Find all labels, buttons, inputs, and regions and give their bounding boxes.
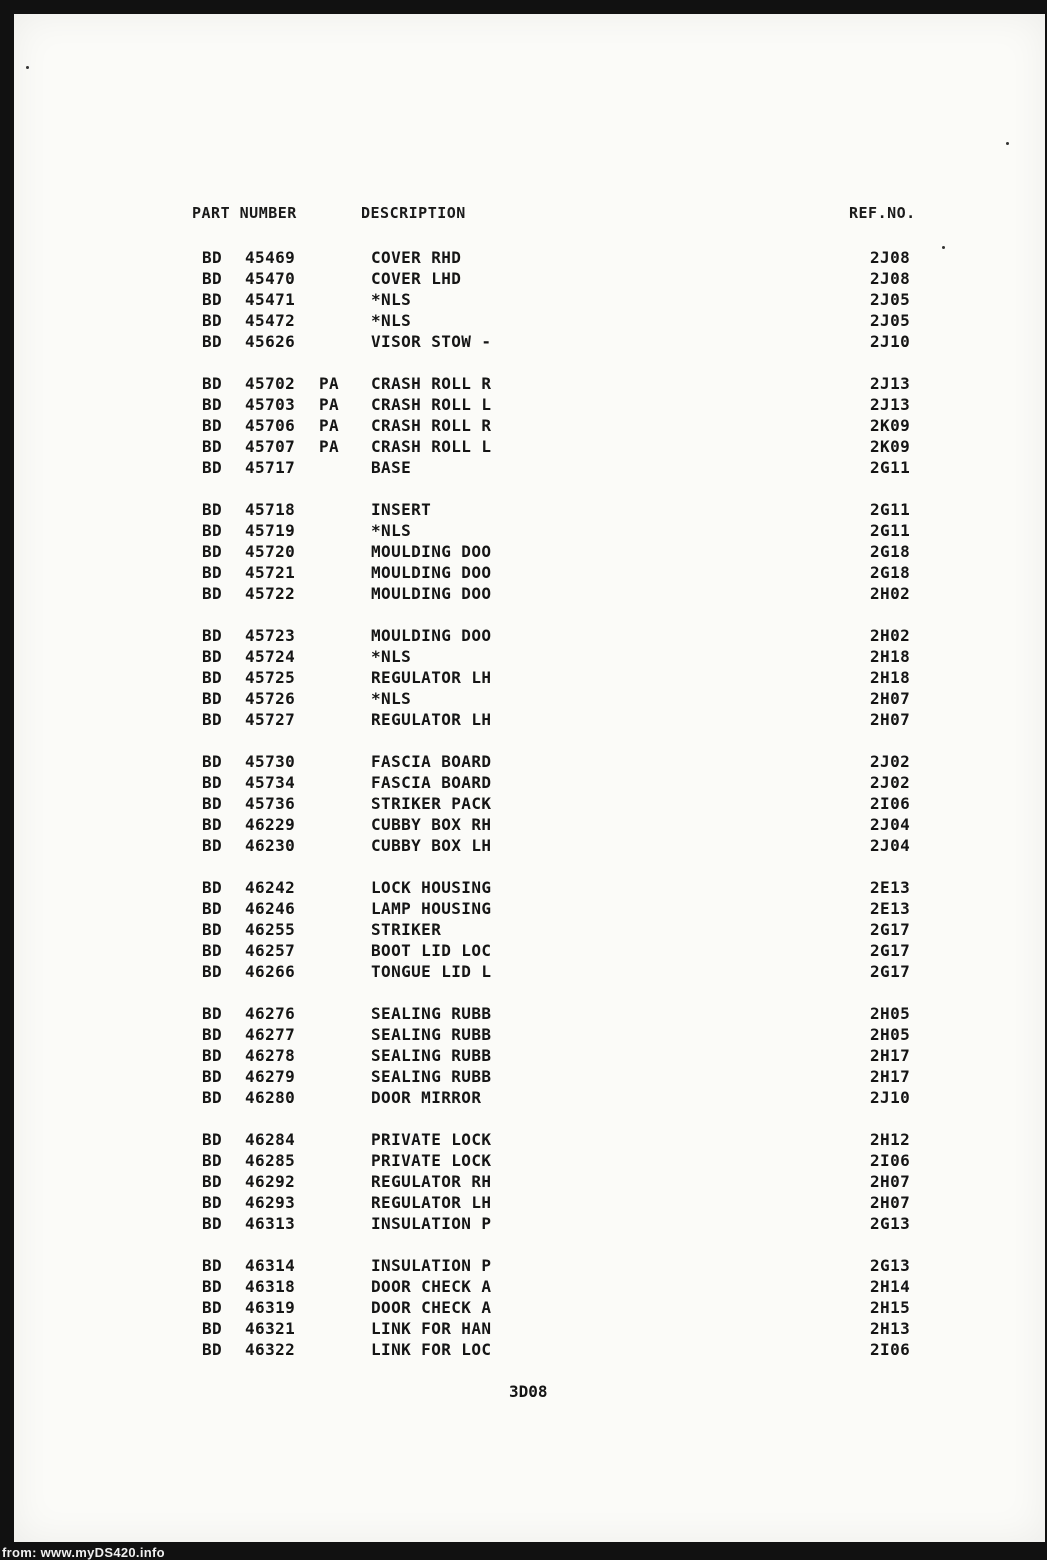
part-description: LINK FOR HAN: [371, 1319, 492, 1338]
part-prefix: BD: [202, 332, 223, 351]
ref-number: 2H07: [870, 710, 911, 729]
part-prefix: BD: [202, 752, 223, 771]
table-row: [14, 1172, 1045, 1193]
ref-number: 2G17: [870, 920, 911, 939]
part-number: 46278: [245, 1046, 296, 1065]
part-number: 46255: [245, 920, 296, 939]
part-description: PRIVATE LOCK: [371, 1151, 492, 1170]
part-prefix: BD: [202, 521, 223, 540]
part-description: INSERT: [371, 500, 432, 519]
part-prefix: BD: [202, 689, 223, 708]
table-row: [14, 500, 1045, 521]
table-row: [14, 647, 1045, 668]
part-prefix: BD: [202, 290, 223, 309]
ref-number: 2I06: [870, 794, 911, 813]
table-row: [14, 1088, 1045, 1109]
part-description: CRASH ROLL L: [371, 437, 492, 456]
ref-number: 2H18: [870, 647, 911, 666]
part-suffix: PA: [319, 374, 340, 393]
part-number: 45736: [245, 794, 296, 813]
part-description: DOOR CHECK A: [371, 1298, 492, 1317]
part-number: 45703: [245, 395, 296, 414]
part-number: 45726: [245, 689, 296, 708]
scan-speck: [942, 246, 945, 249]
table-row: [14, 458, 1045, 479]
document-page: [14, 14, 1045, 1542]
ref-number: 2H15: [870, 1298, 911, 1317]
part-prefix: BD: [202, 878, 223, 897]
part-prefix: BD: [202, 1277, 223, 1296]
part-prefix: BD: [202, 1340, 223, 1359]
scan-speck: [26, 66, 29, 69]
table-row: [14, 689, 1045, 710]
part-number: 45472: [245, 311, 296, 330]
part-description: *NLS: [371, 689, 412, 708]
part-prefix: BD: [202, 1130, 223, 1149]
part-prefix: BD: [202, 1004, 223, 1023]
ref-number: 2J13: [870, 374, 911, 393]
part-number: 45720: [245, 542, 296, 561]
part-prefix: BD: [202, 1088, 223, 1107]
ref-number: 2J10: [870, 1088, 911, 1107]
part-prefix: BD: [202, 1214, 223, 1233]
ref-number: 2H14: [870, 1277, 911, 1296]
table-row: [14, 1298, 1045, 1319]
table-row: [14, 1214, 1045, 1235]
part-number: 45471: [245, 290, 296, 309]
part-description: SEALING RUBB: [371, 1004, 492, 1023]
part-prefix: BD: [202, 248, 223, 267]
part-number: 46321: [245, 1319, 296, 1338]
table-row: [14, 584, 1045, 605]
ref-number: 2J02: [870, 773, 911, 792]
table-row: [14, 290, 1045, 311]
part-prefix: BD: [202, 668, 223, 687]
part-number: 46313: [245, 1214, 296, 1233]
part-prefix: BD: [202, 563, 223, 582]
ref-number: 2H12: [870, 1130, 911, 1149]
table-row: [14, 878, 1045, 899]
part-description: SEALING RUBB: [371, 1025, 492, 1044]
table-row: [14, 1256, 1045, 1277]
table-row: [14, 794, 1045, 815]
ref-number: 2J02: [870, 752, 911, 771]
ref-number: 2H18: [870, 668, 911, 687]
ref-number: 2J04: [870, 836, 911, 855]
table-row: [14, 752, 1045, 773]
ref-number: 2J05: [870, 311, 911, 330]
ref-number: 2G18: [870, 563, 911, 582]
part-description: PRIVATE LOCK: [371, 1130, 492, 1149]
part-prefix: BD: [202, 1298, 223, 1317]
part-description: MOULDING DOO: [371, 542, 492, 561]
part-number: 46229: [245, 815, 296, 834]
table-row: [14, 815, 1045, 836]
part-number: 45718: [245, 500, 296, 519]
part-description: *NLS: [371, 521, 412, 540]
part-prefix: BD: [202, 1067, 223, 1086]
table-row: [14, 1151, 1045, 1172]
part-prefix: BD: [202, 416, 223, 435]
part-description: BASE: [371, 458, 412, 477]
ref-number: 2I06: [870, 1340, 911, 1359]
ref-number: 2H13: [870, 1319, 911, 1338]
part-suffix: PA: [319, 416, 340, 435]
part-prefix: BD: [202, 773, 223, 792]
part-description: LOCK HOUSING: [371, 878, 492, 897]
header-ref-no: REF.NO.: [849, 204, 916, 222]
part-prefix: BD: [202, 1193, 223, 1212]
table-row: [14, 962, 1045, 983]
part-number: 46322: [245, 1340, 296, 1359]
part-prefix: BD: [202, 1319, 223, 1338]
table-row: [14, 1319, 1045, 1340]
table-row: [14, 416, 1045, 437]
ref-number: 2H07: [870, 1193, 911, 1212]
part-prefix: BD: [202, 1046, 223, 1065]
ref-number: 2H17: [870, 1046, 911, 1065]
ref-number: 2K09: [870, 416, 911, 435]
table-row: [14, 920, 1045, 941]
part-description: SEALING RUBB: [371, 1067, 492, 1086]
part-suffix: PA: [319, 437, 340, 456]
part-description: CRASH ROLL R: [371, 374, 492, 393]
table-row: [14, 311, 1045, 332]
table-row: [14, 521, 1045, 542]
table-row: [14, 899, 1045, 920]
part-prefix: BD: [202, 500, 223, 519]
table-row: [14, 542, 1045, 563]
part-number: 46277: [245, 1025, 296, 1044]
part-description: SEALING RUBB: [371, 1046, 492, 1065]
part-description: REGULATOR RH: [371, 1172, 492, 1191]
scan-speck: [1006, 142, 1009, 145]
ref-number: 2J08: [870, 269, 911, 288]
part-number: 46319: [245, 1298, 296, 1317]
part-prefix: BD: [202, 584, 223, 603]
part-number: 45722: [245, 584, 296, 603]
table-row: [14, 248, 1045, 269]
ref-number: 2I06: [870, 1151, 911, 1170]
ref-number: 2E13: [870, 878, 911, 897]
part-number: 45724: [245, 647, 296, 666]
table-row: [14, 710, 1045, 731]
part-prefix: BD: [202, 374, 223, 393]
part-prefix: BD: [202, 626, 223, 645]
part-number: 46242: [245, 878, 296, 897]
part-prefix: BD: [202, 794, 223, 813]
table-row: [14, 1025, 1045, 1046]
part-description: MOULDING DOO: [371, 563, 492, 582]
part-number: 45734: [245, 773, 296, 792]
ref-number: 2J10: [870, 332, 911, 351]
part-prefix: BD: [202, 311, 223, 330]
part-description: DOOR MIRROR: [371, 1088, 482, 1107]
ref-number: 2J05: [870, 290, 911, 309]
table-row: [14, 395, 1045, 416]
part-description: COVER LHD: [371, 269, 462, 288]
part-description: CUBBY BOX LH: [371, 836, 492, 855]
ref-number: 2H02: [870, 584, 911, 603]
part-number: 46284: [245, 1130, 296, 1149]
header-description: DESCRIPTION: [361, 204, 466, 222]
table-row: [14, 332, 1045, 353]
part-prefix: BD: [202, 941, 223, 960]
part-description: MOULDING DOO: [371, 584, 492, 603]
part-number: 45626: [245, 332, 296, 351]
table-row: [14, 1067, 1045, 1088]
part-number: 46314: [245, 1256, 296, 1275]
ref-number: 2H07: [870, 689, 911, 708]
parts-list-sheet: [14, 14, 1045, 1542]
part-number: 46293: [245, 1193, 296, 1212]
part-description: *NLS: [371, 311, 412, 330]
table-row: [14, 1277, 1045, 1298]
ref-number: 2K09: [870, 437, 911, 456]
part-description: FASCIA BOARD: [371, 752, 492, 771]
table-row: [14, 773, 1045, 794]
part-prefix: BD: [202, 920, 223, 939]
ref-number: 2G11: [870, 521, 911, 540]
part-prefix: BD: [202, 1172, 223, 1191]
part-prefix: BD: [202, 647, 223, 666]
part-number: 46257: [245, 941, 296, 960]
part-prefix: BD: [202, 458, 223, 477]
ref-number: 2H17: [870, 1067, 911, 1086]
part-prefix: BD: [202, 1151, 223, 1170]
part-prefix: BD: [202, 815, 223, 834]
part-prefix: BD: [202, 836, 223, 855]
table-row: [14, 437, 1045, 458]
ref-number: 2H05: [870, 1004, 911, 1023]
part-description: MOULDING DOO: [371, 626, 492, 645]
part-number: 45725: [245, 668, 296, 687]
part-number: 46276: [245, 1004, 296, 1023]
table-row: [14, 941, 1045, 962]
part-prefix: BD: [202, 1256, 223, 1275]
ref-number: 2H02: [870, 626, 911, 645]
part-number: 45706: [245, 416, 296, 435]
ref-number: 2G11: [870, 458, 911, 477]
ref-number: 2J04: [870, 815, 911, 834]
part-description: BOOT LID LOC: [371, 941, 492, 960]
ref-number: 2G17: [870, 962, 911, 981]
part-description: COVER RHD: [371, 248, 462, 267]
part-number: 46230: [245, 836, 296, 855]
part-prefix: BD: [202, 269, 223, 288]
table-row: [14, 269, 1045, 290]
table-row: [14, 626, 1045, 647]
part-number: 45707: [245, 437, 296, 456]
part-number: 46280: [245, 1088, 296, 1107]
table-row: [14, 668, 1045, 689]
table-row: [14, 563, 1045, 584]
ref-number: 2G18: [870, 542, 911, 561]
table-row: [14, 1130, 1045, 1151]
part-description: *NLS: [371, 290, 412, 309]
header-part-number: PART NUMBER: [192, 204, 297, 222]
part-description: CRASH ROLL L: [371, 395, 492, 414]
part-description: STRIKER: [371, 920, 442, 939]
part-number: 45721: [245, 563, 296, 582]
part-prefix: BD: [202, 710, 223, 729]
part-description: LAMP HOUSING: [371, 899, 492, 918]
table-row: [14, 836, 1045, 857]
ref-number: 2G17: [870, 941, 911, 960]
ref-number: 2J13: [870, 395, 911, 414]
part-description: INSULATION P: [371, 1256, 492, 1275]
part-description: TONGUE LID L: [371, 962, 492, 981]
part-number: 45702: [245, 374, 296, 393]
part-description: FASCIA BOARD: [371, 773, 492, 792]
part-description: CUBBY BOX RH: [371, 815, 492, 834]
part-description: DOOR CHECK A: [371, 1277, 492, 1296]
ref-number: 2E13: [870, 899, 911, 918]
part-number: 46246: [245, 899, 296, 918]
table-row: [14, 1004, 1045, 1025]
part-description: REGULATOR LH: [371, 1193, 492, 1212]
ref-number: 2G11: [870, 500, 911, 519]
part-number: 46266: [245, 962, 296, 981]
page-reference: 3D08: [509, 1382, 548, 1401]
part-number: 45719: [245, 521, 296, 540]
part-description: VISOR STOW -: [371, 332, 492, 351]
ref-number: 2H07: [870, 1172, 911, 1191]
part-prefix: BD: [202, 542, 223, 561]
ref-number: 2G13: [870, 1256, 911, 1275]
source-watermark: from: www.myDS420.info: [2, 1545, 165, 1560]
ref-number: 2G13: [870, 1214, 911, 1233]
part-prefix: BD: [202, 395, 223, 414]
part-prefix: BD: [202, 962, 223, 981]
part-number: 46285: [245, 1151, 296, 1170]
table-row: [14, 1340, 1045, 1361]
part-number: 45730: [245, 752, 296, 771]
part-prefix: BD: [202, 437, 223, 456]
part-number: 46279: [245, 1067, 296, 1086]
part-description: LINK FOR LOC: [371, 1340, 492, 1359]
part-suffix: PA: [319, 395, 340, 414]
part-number: 45469: [245, 248, 296, 267]
part-number: 45723: [245, 626, 296, 645]
table-row: [14, 1046, 1045, 1067]
part-number: 46318: [245, 1277, 296, 1296]
part-description: STRIKER PACK: [371, 794, 492, 813]
part-description: CRASH ROLL R: [371, 416, 492, 435]
part-number: 46292: [245, 1172, 296, 1191]
part-number: 45470: [245, 269, 296, 288]
part-description: INSULATION P: [371, 1214, 492, 1233]
part-number: 45727: [245, 710, 296, 729]
part-prefix: BD: [202, 899, 223, 918]
part-description: REGULATOR LH: [371, 668, 492, 687]
table-row: [14, 1193, 1045, 1214]
part-prefix: BD: [202, 1025, 223, 1044]
part-description: REGULATOR LH: [371, 710, 492, 729]
part-number: 45717: [245, 458, 296, 477]
part-description: *NLS: [371, 647, 412, 666]
ref-number: 2J08: [870, 248, 911, 267]
ref-number: 2H05: [870, 1025, 911, 1044]
table-row: [14, 374, 1045, 395]
